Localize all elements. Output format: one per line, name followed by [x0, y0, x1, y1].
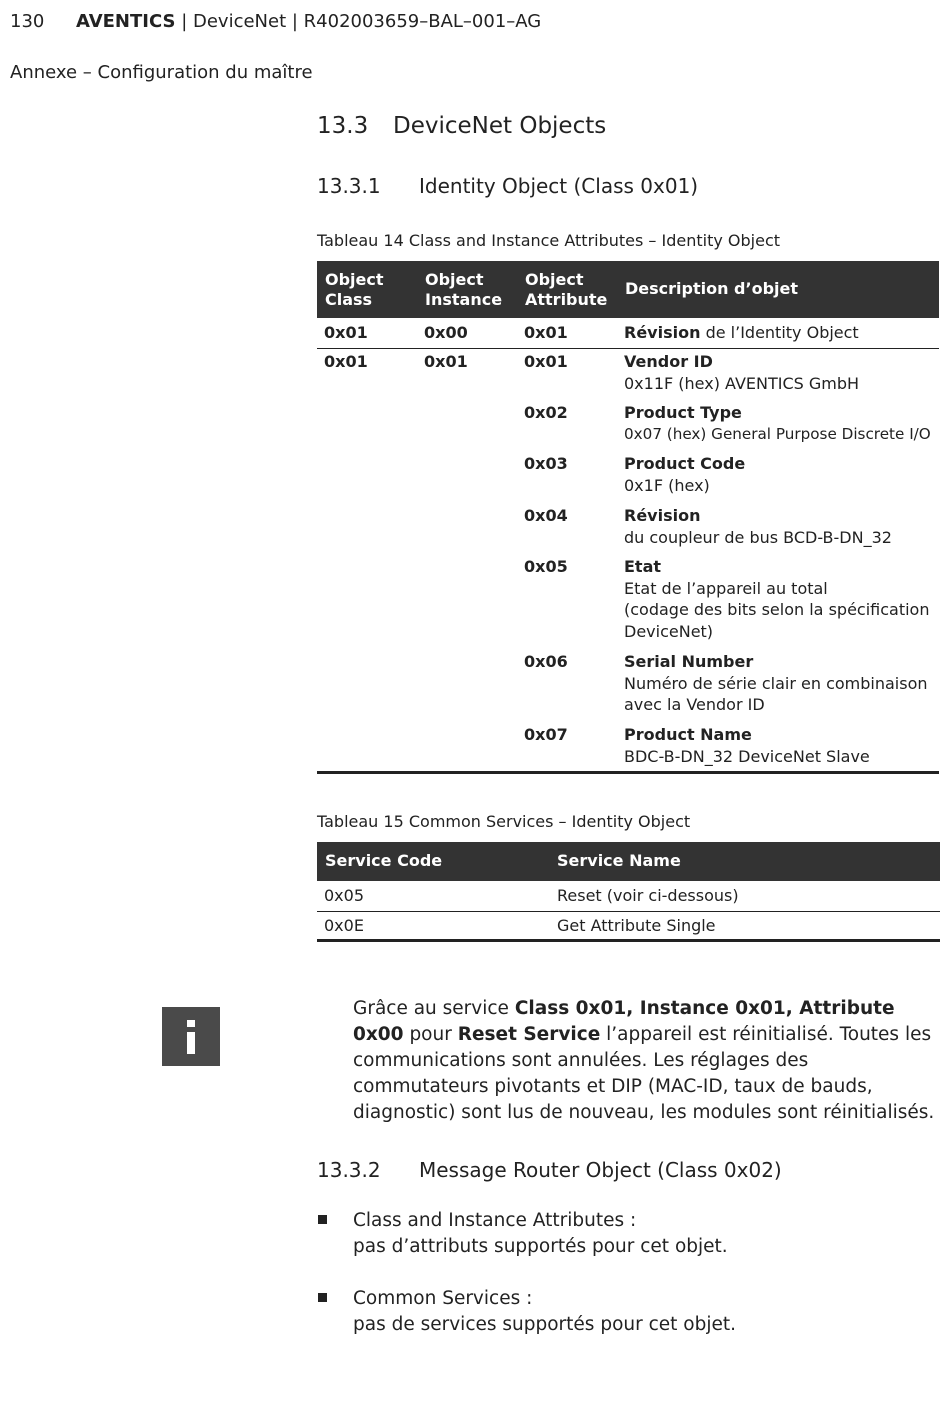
cell-description	[624, 556, 939, 642]
note-emphasis: Reset Service	[457, 1024, 601, 1045]
attribute-detail: DeviceNet)	[624, 621, 714, 641]
info-icon	[162, 1007, 220, 1066]
row-divider	[317, 911, 940, 912]
cell-object-attribute: 0x03	[524, 454, 568, 473]
cell-description	[624, 505, 939, 548]
cell-service-code: 0x0E	[324, 916, 364, 935]
attribute-name: Vendor ID	[624, 352, 713, 371]
brand-name: AVENTICS	[76, 11, 176, 32]
column-header-object-attribute: Object Attribute	[525, 270, 608, 309]
page-number: 130	[10, 11, 45, 32]
note-text: l’appareil est réinitialisé. Toutes les communications sont annulées. Les réglages des commutateurs pivotants et DIP (MAC-ID, taux de bauds, diagnostic) sont lus de nouveau, les modules sont réinitialisés.	[353, 1024, 935, 1123]
subsection-title: Identity Object (Class 0x01)	[419, 174, 699, 198]
list-item-detail: pas d’attributs supportés pour cet objet.	[353, 1236, 728, 1257]
cell-object-attribute: 0x07	[524, 725, 568, 744]
cell-object-attribute: 0x01	[524, 323, 568, 342]
chapter-title: Annexe – Configuration du maître	[10, 62, 313, 83]
attribute-detail: 0x11F (hex) AVENTICS GmbH	[624, 373, 860, 393]
subsection-title: Message Router Object (Class 0x02)	[419, 1158, 782, 1182]
column-header-object-class: Object Class	[325, 270, 384, 309]
cell-service-name: Reset (voir ci-dessous)	[557, 886, 739, 905]
attribute-detail: du coupleur de bus BCD-B-DN_32	[624, 527, 892, 547]
column-header-object-instance: Object Instance	[425, 270, 503, 309]
cell-object-instance: 0x01	[424, 352, 468, 371]
column-header-service-name: Service Name	[557, 851, 681, 870]
cell-description	[624, 651, 939, 716]
attribute-detail: BDC-B-DN_32 DeviceNet Slave	[624, 746, 870, 766]
bullet-square-icon	[318, 1293, 327, 1302]
section-title: DeviceNet Objects	[393, 113, 607, 139]
list-item-detail: pas de services supportés pour cet objet.	[353, 1314, 736, 1335]
note-emphasis: Class 0x01, Instance 0x01, Attribute 0x00	[353, 998, 895, 1045]
attribute-name: Etat	[624, 557, 662, 576]
cell-object-attribute: 0x02	[524, 403, 568, 422]
attribute-detail: (codage des bits selon la spécification	[624, 600, 930, 619]
cell-description	[624, 453, 939, 496]
list-item-label: Class and Instance Attributes :	[353, 1210, 637, 1231]
info-note-text	[353, 996, 943, 1126]
cell-object-instance: 0x00	[424, 323, 468, 342]
cell-object-attribute: 0x05	[524, 557, 568, 576]
cell-object-attribute: 0x04	[524, 506, 568, 525]
attribute-name: Serial Number	[624, 652, 754, 671]
bullet-square-icon	[318, 1215, 327, 1224]
attribute-name: Révision	[624, 506, 701, 525]
table-bottom-rule	[317, 771, 939, 774]
cell-object-class: 0x01	[324, 352, 368, 371]
attribute-detail: avec la Vendor ID	[624, 695, 765, 714]
row-divider	[317, 348, 939, 349]
cell-service-name: Get Attribute Single	[557, 916, 716, 935]
list-item	[353, 1208, 728, 1260]
attribute-detail: Etat de l’appareil au total	[624, 578, 828, 598]
list-item-label: Common Services :	[353, 1288, 533, 1309]
note-text: pour	[403, 1024, 458, 1045]
cell-description	[624, 351, 939, 394]
description-name: Révision	[624, 323, 701, 342]
subsection-number: 13.3.1	[317, 174, 381, 198]
attribute-name: Product Name	[624, 725, 752, 744]
cell-description	[624, 402, 939, 445]
list-item	[353, 1286, 736, 1338]
table-caption: Tableau 14 Class and Instance Attributes – Identity Object	[317, 231, 781, 250]
column-header-service-code: Service Code	[325, 851, 443, 870]
column-header-description: Description d’objet	[625, 279, 799, 298]
table-header	[317, 261, 939, 318]
cell-object-class: 0x01	[324, 323, 368, 342]
attribute-name: Product Code	[624, 454, 746, 473]
table-bottom-rule	[317, 939, 940, 942]
cell-description	[624, 724, 939, 767]
cell-object-attribute: 0x01	[524, 352, 568, 371]
cell-description	[624, 322, 859, 344]
table-caption: Tableau 15 Common Services – Identity Object	[317, 812, 691, 831]
subsection-number: 13.3.2	[317, 1158, 381, 1182]
note-text: Grâce au service	[353, 998, 515, 1019]
attribute-name: Product Type	[624, 403, 742, 422]
description-text: de l’Identity Object	[700, 323, 859, 342]
cell-service-code: 0x05	[324, 886, 365, 905]
attribute-detail: 0x07 (hex) General Purpose Discrete I/O	[624, 424, 931, 443]
attribute-detail: Numéro de série clair en combinaison	[624, 673, 928, 693]
running-header	[76, 11, 541, 32]
attribute-detail: 0x1F (hex)	[624, 475, 710, 495]
table-header	[317, 842, 940, 881]
document-reference: | DeviceNet | R402003659–BAL–001–AG	[175, 11, 542, 32]
section-number: 13.3	[317, 113, 369, 139]
cell-object-attribute: 0x06	[524, 652, 568, 671]
